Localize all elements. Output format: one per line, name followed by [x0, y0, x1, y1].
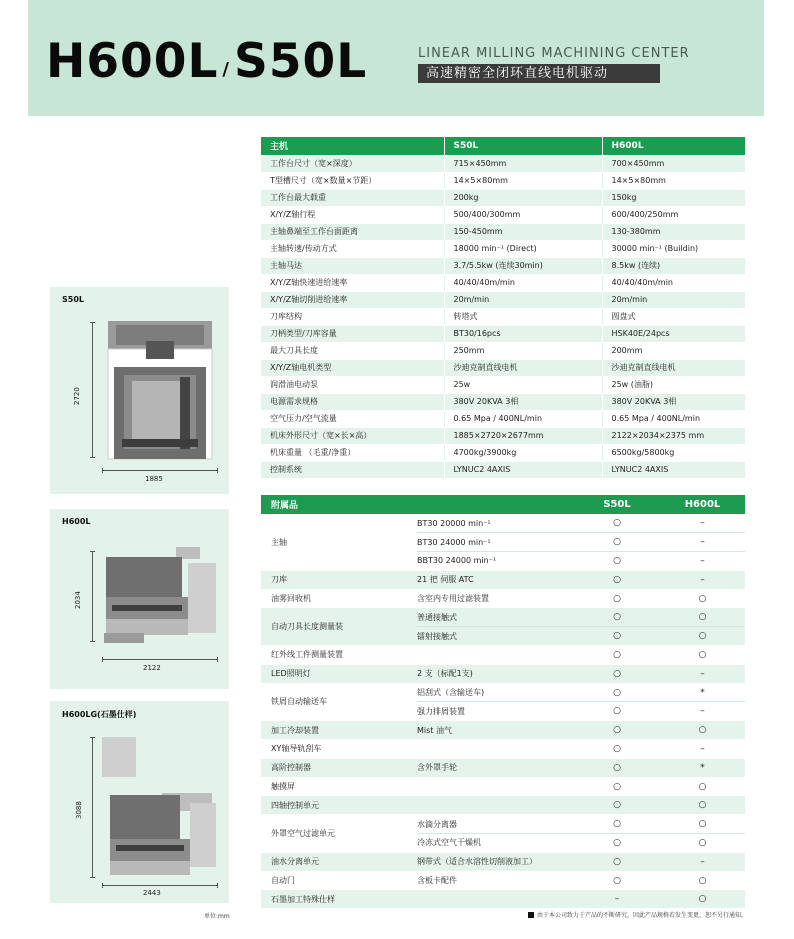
accessory-row — [261, 514, 745, 533]
availability-mark: ○ — [613, 819, 621, 830]
accessory-row — [261, 758, 745, 777]
availability-mark: ○ — [613, 518, 621, 529]
availability-mark: ○ — [698, 649, 707, 660]
spec-row — [261, 240, 745, 257]
spec-value-h600l: 6500kg/5800kg — [602, 444, 745, 461]
accessory-header-s50l: S50L — [574, 495, 660, 514]
availability-s50l — [574, 570, 660, 589]
availability-mark: ○ — [698, 837, 707, 848]
spec-value-h600l: 40/40/40m/min — [602, 274, 745, 291]
availability-mark: – — [700, 574, 705, 585]
subtitle-english: LINEAR MILLING MACHINING CENTER — [418, 46, 690, 61]
dim-cap — [102, 468, 103, 473]
dim-cap — [90, 737, 95, 738]
availability-s50l — [574, 533, 660, 552]
availability-h600l — [660, 777, 745, 796]
accessory-table — [261, 495, 745, 909]
accessory-row — [261, 815, 745, 834]
availability-h600l — [660, 608, 745, 627]
spec-label: X/Y/Z轴电机类型 — [261, 359, 444, 376]
accessory-header-option — [417, 495, 574, 514]
accessory-name: 刀库 — [261, 570, 417, 589]
spec-row — [261, 274, 745, 291]
spec-value-s50l: 40/40/40m/min — [444, 274, 602, 291]
availability-h600l — [660, 815, 745, 834]
spec-label: 刀柄类型/刀库容量 — [261, 325, 444, 342]
accessory-option: BT30 20000 min⁻¹ — [417, 514, 574, 533]
spec-row — [261, 155, 745, 172]
availability-h600l — [660, 721, 745, 740]
spec-header-row — [261, 137, 745, 155]
availability-h600l — [660, 852, 745, 871]
spec-row — [261, 359, 745, 376]
availability-h600l — [660, 683, 745, 702]
accessory-option: 冷冻式空气干燥机 — [417, 834, 574, 853]
availability-s50l — [574, 721, 660, 740]
spec-label: 主轴鼻端至工作台面距离 — [261, 223, 444, 240]
accessory-option: 钢带式（适合水溶性切削液加工） — [417, 852, 574, 871]
availability-h600l — [660, 834, 745, 853]
footnote — [528, 910, 747, 919]
availability-mark: ○ — [613, 593, 621, 604]
accessory-name: LED照明灯 — [261, 664, 417, 683]
spec-row — [261, 427, 745, 444]
availability-mark: – — [700, 706, 705, 717]
availability-mark: ○ — [613, 800, 621, 811]
accessory-header-h600l: H600L — [660, 495, 745, 514]
accessory-name: 外罩空气过滤单元 — [261, 815, 417, 853]
spec-header-s50l: S50L — [444, 137, 602, 155]
spec-value-s50l: 18000 min⁻¹ (Direct) — [444, 240, 602, 257]
spec-value-h600l: 30000 min⁻¹ (Buildin) — [602, 240, 745, 257]
availability-s50l — [574, 815, 660, 834]
spec-value-h600l: 600/400/250mm — [602, 206, 745, 223]
spec-value-s50l: 500/400/300mm — [444, 206, 602, 223]
accessory-row — [261, 664, 745, 683]
machine-panel-s50l — [50, 287, 229, 494]
availability-h600l — [660, 627, 745, 646]
spec-row — [261, 223, 745, 240]
model-a: H600L — [46, 34, 219, 89]
accessory-row — [261, 683, 745, 702]
spec-label: 润滑油电动泵 — [261, 376, 444, 393]
availability-mark: ○ — [613, 612, 621, 623]
spec-label: X/Y/Z轴快速进给速率 — [261, 274, 444, 291]
panel-label: H600L — [62, 517, 91, 526]
spec-value-h600l: 20m/min — [602, 291, 745, 308]
accessory-row — [261, 852, 745, 871]
accessory-name: 自动刀具长度测量装 — [261, 608, 417, 646]
spec-value-s50l: 3.7/5.5kw (连续30min) — [444, 257, 602, 274]
spec-label: 最大刀具长度 — [261, 342, 444, 359]
accessory-option — [417, 740, 574, 759]
accessory-option: 21 把 伺服 ATC — [417, 570, 574, 589]
accessory-option — [417, 796, 574, 815]
spec-value-s50l: 沙迪克制直线电机 — [444, 359, 602, 376]
accessory-option: 普通接触式 — [417, 608, 574, 627]
accessory-option — [417, 890, 574, 909]
availability-mark: – — [614, 894, 620, 905]
availability-mark: ○ — [613, 649, 621, 660]
h600lg-machine-drawing — [100, 735, 218, 881]
spec-label: 刀库结构 — [261, 308, 444, 325]
availability-s50l — [574, 758, 660, 777]
spec-value-h600l: HSK40E/24pcs — [602, 325, 745, 342]
spec-label: 主轴转速/传动方式 — [261, 240, 444, 257]
spec-label: 机床重量 （毛重/净重） — [261, 444, 444, 461]
model-separator: / — [222, 59, 230, 80]
spec-value-h600l: 130-380mm — [602, 223, 745, 240]
spec-value-h600l: 2122×2034×2375 mm — [602, 427, 745, 444]
dim-cap — [90, 551, 95, 552]
accessory-row — [261, 796, 745, 815]
availability-s50l — [574, 890, 660, 909]
availability-h600l — [660, 758, 745, 777]
accessory-option: Mist 油气 — [417, 721, 574, 740]
spec-value-h600l: 沙迪克制直线电机 — [602, 359, 745, 376]
accessory-option: 2 支（标配1支) — [417, 664, 574, 683]
availability-h600l — [660, 589, 745, 608]
height-dimension-line — [92, 737, 93, 877]
spec-value-s50l: 0.65 Mpa / 400NL/min — [444, 410, 602, 427]
availability-mark: – — [700, 555, 705, 566]
availability-mark: – — [700, 518, 705, 529]
availability-h600l — [660, 702, 745, 721]
availability-mark: ○ — [613, 631, 621, 642]
availability-h600l — [660, 646, 745, 665]
spec-value-s50l: 25w — [444, 376, 602, 393]
availability-mark: ○ — [613, 743, 621, 754]
availability-mark: * — [700, 687, 705, 698]
spec-value-h600l: 14×5×80mm — [602, 172, 745, 189]
availability-s50l — [574, 796, 660, 815]
spec-value-h600l: 0.65 Mpa / 400NL/min — [602, 410, 745, 427]
availability-h600l — [660, 871, 745, 890]
availability-mark: – — [700, 668, 705, 679]
availability-mark: ○ — [613, 537, 621, 548]
spec-label: 电源需求规格 — [261, 393, 444, 410]
accessory-header-row — [261, 495, 745, 514]
width-dimension-line — [102, 659, 218, 660]
machine-panel-h600l — [50, 509, 229, 689]
spec-value-s50l: 150-450mm — [444, 223, 602, 240]
spec-row — [261, 172, 745, 189]
accessory-name: 红外线工件测量装置 — [261, 646, 417, 665]
dim-cap — [217, 883, 218, 888]
accessory-option — [417, 777, 574, 796]
header-banner — [28, 0, 764, 116]
accessory-row — [261, 871, 745, 890]
accessory-name: 高阶控制器 — [261, 758, 417, 777]
height-dimension-line — [92, 322, 93, 457]
spec-row — [261, 342, 745, 359]
spec-value-h600l: LYNUC2 4AXIS — [602, 461, 745, 478]
accessory-name: 油水分离单元 — [261, 852, 417, 871]
spec-value-s50l: 20m/min — [444, 291, 602, 308]
footnote-text: 由于本公司致力于产品的不断研究，因此产品规格若发生变更，恕不另行通知。 — [537, 912, 748, 919]
availability-mark: ○ — [613, 875, 621, 886]
availability-mark: ○ — [698, 593, 707, 604]
spec-value-s50l: LYNUC2 4AXIS — [444, 461, 602, 478]
accessory-option: 含板卡配件 — [417, 871, 574, 890]
availability-mark: ○ — [698, 875, 707, 886]
accessory-header-name: 附属品 — [261, 495, 417, 514]
spec-table — [261, 137, 745, 479]
height-dimension: 3088 — [75, 801, 83, 819]
accessory-option — [417, 646, 574, 665]
spec-value-h600l: 700×450mm — [602, 155, 745, 172]
spec-value-h600l: 8.5kw (连续) — [602, 257, 745, 274]
accessory-name: 铁屑自动输送车 — [261, 683, 417, 721]
accessory-name: 油雾回收机 — [261, 589, 417, 608]
dim-cap — [217, 657, 218, 662]
spec-label: 工作台尺寸（宽×深度） — [261, 155, 444, 172]
accessory-row — [261, 608, 745, 627]
accessory-name: 加工冷却装置 — [261, 721, 417, 740]
spec-label: 工作台最大载重 — [261, 189, 444, 206]
spec-row — [261, 393, 745, 410]
availability-s50l — [574, 589, 660, 608]
dim-cap — [102, 657, 103, 662]
width-dimension: 2122 — [143, 664, 161, 672]
availability-mark: ○ — [613, 762, 621, 773]
model-b: S50L — [233, 34, 368, 89]
availability-h600l — [660, 796, 745, 815]
spec-label: X/Y/Z轴切削进给速率 — [261, 291, 444, 308]
availability-s50l — [574, 871, 660, 890]
availability-h600l — [660, 664, 745, 683]
dim-cap — [217, 468, 218, 473]
accessory-name: 石墨加工特殊仕样 — [261, 890, 417, 909]
spec-row — [261, 461, 745, 478]
availability-s50l — [574, 664, 660, 683]
availability-h600l — [660, 570, 745, 589]
spec-row — [261, 206, 745, 223]
spec-value-s50l: 715×450mm — [444, 155, 602, 172]
height-dimension-line — [92, 551, 93, 641]
dim-cap — [90, 641, 95, 642]
accessory-option: 水滴分离器 — [417, 815, 574, 834]
height-dimension: 2034 — [74, 591, 82, 609]
spec-value-s50l: 4700kg/3900kg — [444, 444, 602, 461]
accessory-name: 主轴 — [261, 514, 417, 570]
spec-value-h600l: 200mm — [602, 342, 745, 359]
availability-mark: ○ — [613, 725, 621, 736]
spec-value-s50l: 200kg — [444, 189, 602, 206]
accessory-option: 含外罩手轮 — [417, 758, 574, 777]
availability-mark: ○ — [698, 631, 707, 642]
availability-mark: ○ — [613, 668, 621, 679]
availability-h600l — [660, 514, 745, 533]
spec-label: 控制系统 — [261, 461, 444, 478]
spec-row — [261, 257, 745, 274]
availability-mark: ○ — [613, 781, 621, 792]
availability-mark: ○ — [613, 687, 621, 698]
width-dimension: 2443 — [143, 889, 161, 897]
accessory-name: 四轴控制单元 — [261, 796, 417, 815]
spec-label: 空气压力/空气流量 — [261, 410, 444, 427]
availability-s50l — [574, 740, 660, 759]
availability-s50l — [574, 514, 660, 533]
availability-mark: – — [700, 537, 705, 548]
availability-s50l — [574, 683, 660, 702]
availability-h600l — [660, 533, 745, 552]
spec-value-s50l: BT30/16pcs — [444, 325, 602, 342]
availability-mark: ○ — [698, 800, 707, 811]
accessory-name: XY轴导轨刮车 — [261, 740, 417, 759]
accessory-row — [261, 890, 745, 909]
availability-mark: ○ — [698, 819, 707, 830]
height-dimension: 2720 — [73, 387, 81, 405]
subtitle-chinese: 高速精密全闭环直线电机驱动 — [418, 64, 660, 83]
accessory-option: 镭射接触式 — [417, 627, 574, 646]
width-dimension-line — [102, 470, 218, 471]
accessory-row — [261, 589, 745, 608]
spec-value-h600l: 圆盘式 — [602, 308, 745, 325]
width-dimension: 1885 — [145, 475, 163, 483]
availability-h600l — [660, 552, 745, 571]
spec-value-h600l: 150kg — [602, 189, 745, 206]
spec-value-s50l: 250mm — [444, 342, 602, 359]
spec-row — [261, 189, 745, 206]
spec-label: 主轴马达 — [261, 257, 444, 274]
dim-cap — [90, 457, 95, 458]
accessory-row — [261, 740, 745, 759]
availability-mark: ○ — [698, 612, 707, 623]
accessory-option: 强力排屑装置 — [417, 702, 574, 721]
availability-s50l — [574, 834, 660, 853]
availability-h600l — [660, 890, 745, 909]
accessory-row — [261, 777, 745, 796]
panel-label: S50L — [62, 295, 84, 304]
availability-mark: ○ — [613, 555, 621, 566]
availability-s50l — [574, 627, 660, 646]
spec-row — [261, 410, 745, 427]
accessory-option: 铝刮式（含输送车) — [417, 683, 574, 702]
s50l-machine-drawing — [102, 321, 218, 461]
accessory-option: BT30 24000 min⁻¹ — [417, 533, 574, 552]
availability-s50l — [574, 777, 660, 796]
width-dimension-line — [102, 885, 218, 886]
dim-cap — [90, 877, 95, 878]
availability-mark: – — [700, 743, 705, 754]
spec-value-s50l: 380V 20KVA 3相 — [444, 393, 602, 410]
availability-h600l — [660, 740, 745, 759]
availability-mark: * — [700, 762, 705, 773]
availability-s50l — [574, 552, 660, 571]
availability-s50l — [574, 702, 660, 721]
spec-label: 机床外形尺寸（宽×长×高） — [261, 427, 444, 444]
spec-row — [261, 376, 745, 393]
availability-mark: ○ — [613, 837, 621, 848]
accessory-name: 自动门 — [261, 871, 417, 890]
unit-label: 单位:mm — [204, 913, 230, 920]
spec-value-h600l: 380V 20KVA 3相 — [602, 393, 745, 410]
availability-mark: ○ — [698, 894, 707, 905]
spec-value-s50l: 14×5×80mm — [444, 172, 602, 189]
accessory-name: 触摸屏 — [261, 777, 417, 796]
spec-row — [261, 291, 745, 308]
spec-label: T型槽尺寸（宽×数量×节距） — [261, 172, 444, 189]
availability-mark: – — [700, 856, 705, 867]
spec-label: X/Y/Z轴行程 — [261, 206, 444, 223]
accessory-row — [261, 721, 745, 740]
spec-header-main: 主机 — [261, 137, 444, 155]
spec-value-s50l: 转塔式 — [444, 308, 602, 325]
spec-value-h600l: 25w (油脂) — [602, 376, 745, 393]
availability-mark: ○ — [613, 856, 621, 867]
accessory-option: 含室内专用过滤装置 — [417, 589, 574, 608]
accessory-option: BBT30 24000 min⁻¹ — [417, 552, 574, 571]
machine-panel-h600lg — [50, 701, 229, 903]
availability-mark: ○ — [698, 725, 707, 736]
spec-row — [261, 325, 745, 342]
dim-cap — [90, 322, 95, 323]
availability-mark: ○ — [613, 574, 621, 585]
availability-s50l — [574, 646, 660, 665]
spec-header-h600l: H600L — [602, 137, 745, 155]
availability-mark: ○ — [698, 781, 707, 792]
availability-s50l — [574, 852, 660, 871]
h600l-machine-drawing — [104, 547, 218, 645]
spec-row — [261, 308, 745, 325]
availability-s50l — [574, 608, 660, 627]
model-title — [46, 34, 367, 89]
dim-cap — [102, 883, 103, 888]
square-bullet-icon — [528, 912, 534, 918]
panel-label: H600LG(石墨仕样) — [62, 710, 137, 719]
spec-row — [261, 444, 745, 461]
availability-mark: ○ — [613, 706, 621, 717]
spec-value-s50l: 1885×2720×2677mm — [444, 427, 602, 444]
accessory-row — [261, 570, 745, 589]
accessory-row — [261, 646, 745, 665]
